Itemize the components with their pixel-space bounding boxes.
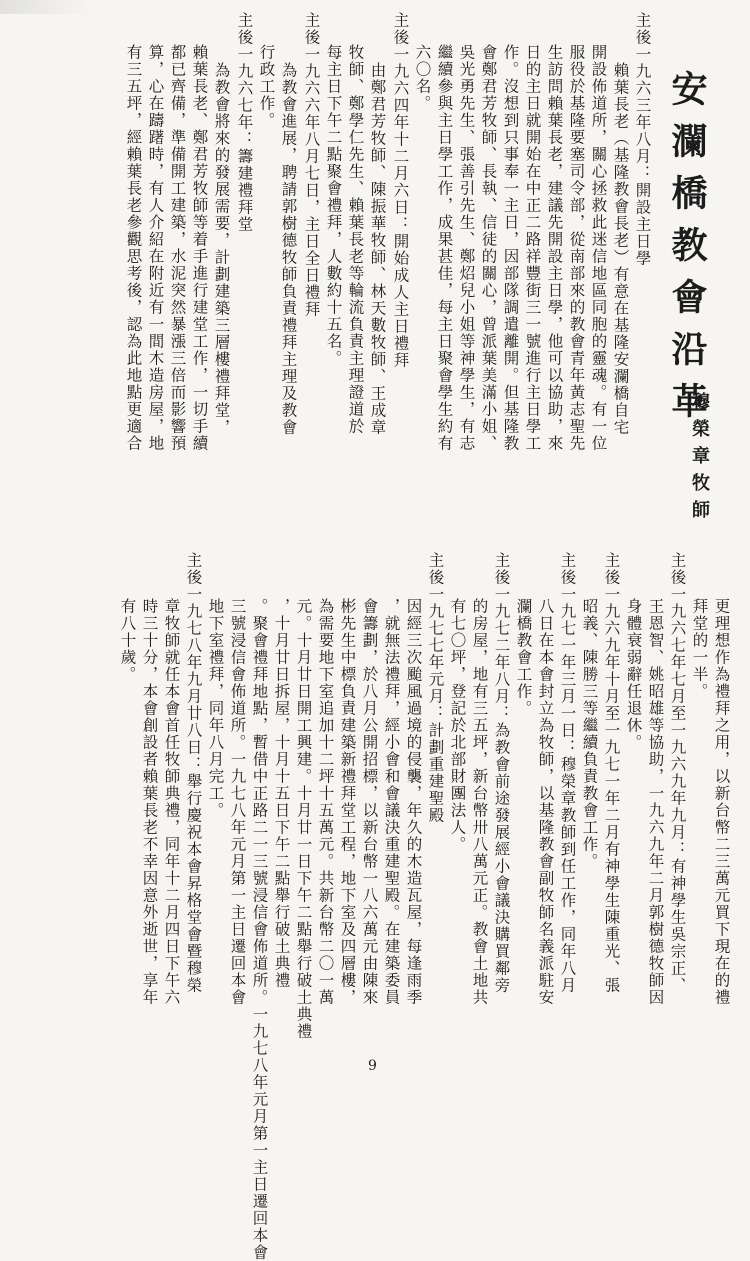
text-column: 拜堂的一半。: [690, 598, 709, 700]
text-column: 賴葉長老（基隆教會長老）有意在基隆安瀾橋自宅: [611, 62, 630, 436]
text-column: 。聚會禮拜地點，暫借中正路二一三號浸信會佈道所。一九七八年元月第一主日遷回本會: [250, 598, 269, 1261]
text-column: 會籌劃，於八月公開招標，以新台幣一八六萬元由陳來: [360, 598, 379, 1006]
text-column: 繼續參與主日學工作，成果甚佳，每主日聚會學生約有: [435, 44, 454, 452]
page-number: 9: [368, 1058, 377, 1074]
section-heading: 主後一九六六年八月七日，主日全日禮拜: [302, 12, 321, 318]
section-heading: 主後一九七二年八月：為教會前途發展經小會議決購買鄰旁: [492, 552, 511, 994]
text-column: 為需要地下室追加十二坪十五萬元。共新台幣二〇一萬: [316, 598, 335, 1006]
text-column: 算，心在躊躇時，有人介紹在附近有一間木造房屋，地: [146, 44, 165, 452]
text-column: 由鄭君芳牧師、陳振華牧師、林天數牧師、王成章: [368, 62, 387, 436]
text-column: 為教會將來的發展需要，計劃建築三層樓禮拜堂，: [212, 62, 231, 436]
text-column: 因經三次颱風過境的侵襲，年久的木造瓦屋，每逢雨季: [404, 598, 423, 1006]
text-column: 吳光勇先生、張善引先生、鄭炤兒小姐等神學生，有志: [457, 44, 476, 452]
text-column: 為教會進展，聘請郭樹德牧師負責禮拜主理及教會: [279, 62, 298, 436]
text-column: 昭義、陳勝三等繼續負責教會工作。: [580, 598, 599, 870]
section-heading: 主後一九六七年七月至一九六九年九月：有神學生吳宗正、: [668, 552, 687, 994]
text-column: ，就無法禮拜，經小會和會議決重建聖殿。在建築委員: [382, 598, 401, 1006]
text-column: 牧師、鄭學仁先生、賴葉長老等輪流負責主理證道於: [346, 44, 365, 435]
text-column: 開設佈道所，關心拯救此迷信地區同胞的靈魂。有一位: [589, 44, 608, 452]
text-column: 的房屋，地有三五坪，新台幣卅八萬元正。教會土地共: [470, 598, 489, 1006]
text-column: 有八十歲。: [118, 598, 137, 683]
text-column: 八日在本會封立為牧師，以基隆教會副牧師名義派駐安: [536, 598, 555, 1006]
text-column: 賴葉長老、鄭君芳牧師等着手進行建堂工作，一切手續: [190, 44, 209, 452]
text-column: 有三五坪，經賴葉長老參觀思考後，認為此地點更適合: [124, 44, 143, 452]
text-column: 身體衰弱辭任退休。: [624, 598, 643, 751]
text-column: 瀾橋教會工作。: [514, 598, 533, 717]
text-column: 服役於基隆要塞司令部，從南部來的教會青年黃志聖先: [567, 44, 586, 452]
section-heading: 主後一九六四年十二月六日：開始成人主日禮拜: [391, 12, 410, 369]
text-column: 有七〇坪，登記於北部財團法人。: [448, 598, 467, 853]
text-column: 章牧師就任本會首任牧師典禮，同年十二月四日下午六: [162, 598, 181, 1006]
text-column: ，十月廿日拆屋，十月十五日下午二點舉行破土典禮: [272, 598, 291, 989]
section-heading: 主後一九七一年三月一日：穆榮章教師到任工作，同年八月: [558, 552, 577, 994]
text-column: 元。十月廿日開工興建。十月廿一日下午二點舉行破土典禮: [294, 598, 313, 1040]
section-heading: 主後一九六九年十月至一九七一年二月有神學生陳重光、張: [602, 552, 621, 994]
text-column: 作。沒想到只事奉一主日，因部隊調遣離開。但基隆教: [501, 44, 520, 452]
text-column: 生訪問賴葉長老，建議先開設主日學，他可以協助，來: [545, 44, 564, 452]
text-column: 每主日下午二點聚會禮拜，人數約十五名。: [324, 44, 343, 367]
text-column: 更理想作為禮拜之用，以新台幣二三萬元買下現在的禮: [712, 598, 731, 1006]
section-heading: 主後一九六三年八月：開設主日學: [633, 12, 652, 267]
section-heading: 主後一九七七年元月：計劃重建聖殿: [426, 552, 445, 824]
text-column: 都已齊備，準備開工建築，水泥突然暴漲三倍而影響預: [168, 44, 187, 452]
author-name: 穆榮章牧師: [689, 392, 710, 527]
section-heading: 主後一九七八年九月廿八日：舉行慶祝本會昇格堂會暨穆榮: [184, 552, 203, 994]
text-column: 六〇名。: [413, 44, 432, 112]
text-column: 彬先生中標負責建築新禮拜堂工程，地下室及四層樓，: [338, 598, 357, 1006]
text-column: 日的主日就開始在中正二路祥豐街三一號進行主日學工: [523, 44, 542, 452]
text-column: 地下室禮拜，同年八月完工。: [206, 598, 225, 819]
section-heading: 主後一九六七年：籌建禮拜堂: [235, 12, 254, 233]
text-column: 時三十分，本會創設者賴葉長老不幸因意外逝世，享年: [140, 598, 159, 1006]
text-column: 王恩智、姚昭雄等協助，一九六九年二月郭樹德牧師因: [646, 598, 665, 1006]
text-column: 行政工作。: [257, 44, 276, 129]
text-column: 三號浸信會佈道所。一九七八年元月第一主日遷回本會: [228, 598, 247, 1006]
document-title: 安瀾橋教會沿革: [666, 70, 708, 434]
text-column: 會鄭君芳牧師、長執、信徒的關心，曾派葉美滿小姐、: [479, 44, 498, 452]
scan-edge-mark: [0, 0, 90, 14]
